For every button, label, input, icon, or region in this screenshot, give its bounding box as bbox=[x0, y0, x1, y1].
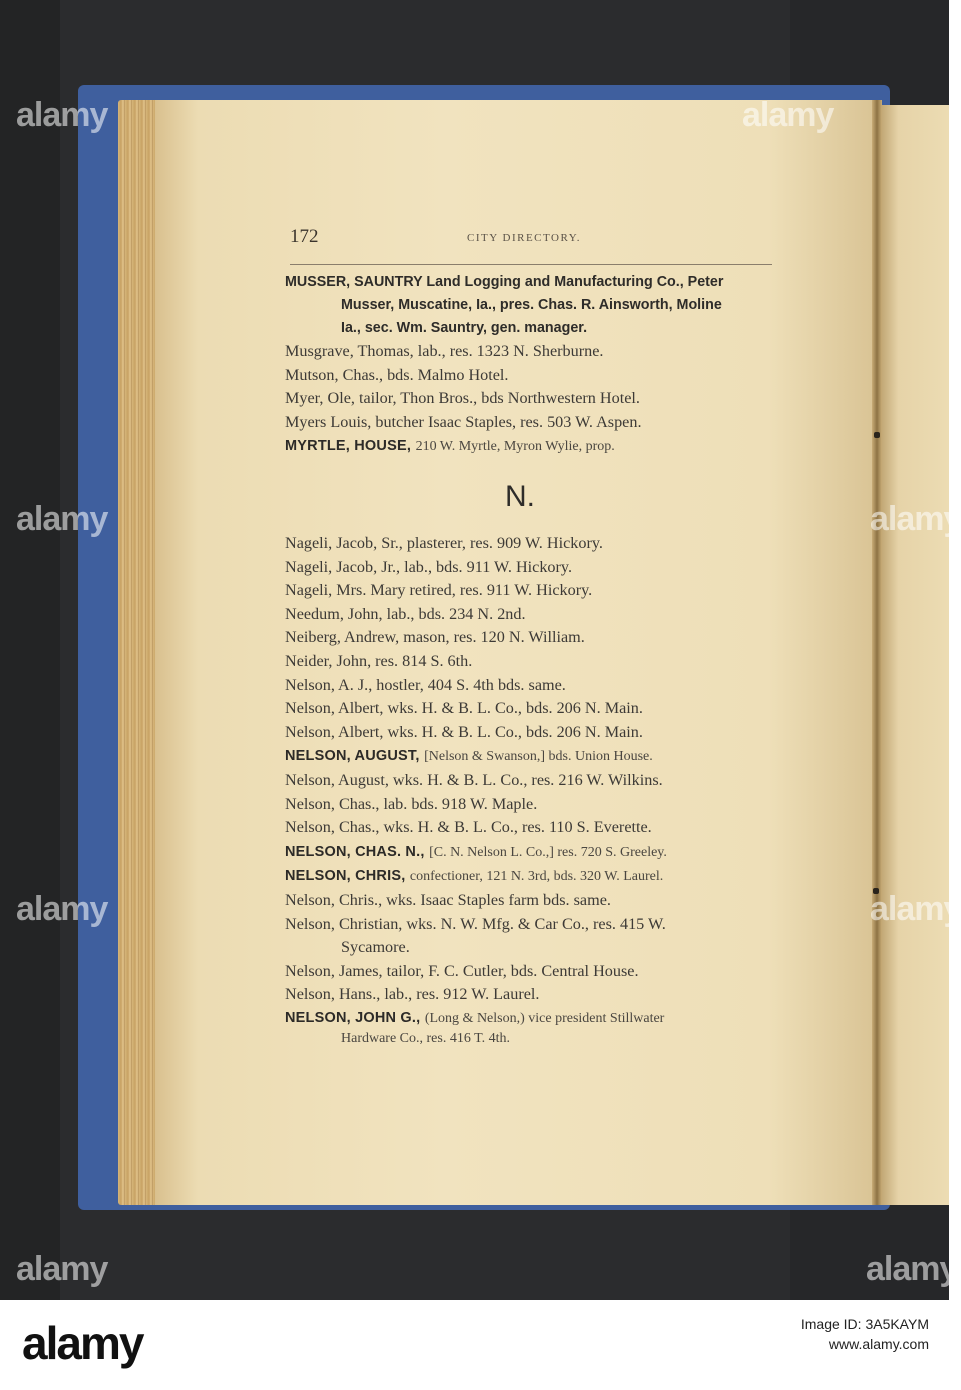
footer-info bbox=[801, 1314, 929, 1354]
book-gutter bbox=[872, 100, 882, 1205]
watermark: alamy bbox=[16, 1250, 108, 1288]
entry-detail: confectioner, 121 N. 3rd, bds. 320 W. Laurel. bbox=[409, 869, 664, 885]
entry-name: NELSON, CHRIS, bbox=[285, 868, 406, 885]
directory-entry: Myers Louis, butcher Isaac Staples, res. 503 W. Aspen. bbox=[285, 412, 642, 431]
directory-entry bbox=[285, 913, 775, 960]
entry-detail: (Long & Nelson,) vice president Stillwater bbox=[424, 1010, 665, 1026]
header-rule bbox=[290, 264, 772, 265]
alamy-logo: alamy bbox=[22, 1317, 143, 1369]
entries-n bbox=[285, 532, 775, 1049]
entry-continuation: Ia., sec. Wm. Sauntry, gen. manager. bbox=[341, 320, 588, 336]
entry-continuation: Musser, Muscatine, Ia., pres. Chas. R. Ainsworth, Moline bbox=[341, 297, 722, 313]
directory-entry bbox=[285, 744, 775, 769]
directory-entry bbox=[285, 271, 775, 340]
entry-detail: [C. N. Nelson L. Co.,] res. 720 S. Greeley. bbox=[429, 844, 667, 860]
facing-page bbox=[877, 105, 949, 1205]
directory-entry: Musgrave, Thomas, lab., res. 1323 N. Sherburne. bbox=[285, 342, 604, 360]
page-speck bbox=[874, 432, 880, 438]
directory-entry: Nelson, Albert, wks. H. & B. L. Co., bds. 206 N. Main. bbox=[285, 699, 643, 718]
watermark: alamy bbox=[16, 890, 108, 928]
page-header bbox=[290, 226, 770, 250]
watermark: alamy bbox=[16, 96, 108, 134]
directory-entry bbox=[285, 840, 775, 865]
entry-detail: [Nelson & Swanson,] bds. Union House. bbox=[424, 749, 653, 765]
directory-entry: Neider, John, res. 814 S. 6th. bbox=[285, 651, 473, 670]
directory-entry: Nelson, James, tailor, F. C. Cutler, bds. Central House. bbox=[285, 961, 639, 980]
entry-continuation: Hardware Co., res. 416 T. 4th. bbox=[341, 1030, 510, 1046]
directory-entry bbox=[285, 1007, 775, 1049]
directory-entry bbox=[285, 434, 775, 459]
entry-detail: 210 W. Myrtle, Myron Wylie, prop. bbox=[415, 439, 615, 455]
watermark: alamy bbox=[742, 96, 834, 134]
background-left bbox=[0, 0, 60, 1300]
page-number: 172 bbox=[290, 226, 319, 247]
stock-footer bbox=[0, 1300, 949, 1390]
directory-entry: Nelson, Albert, wks. H. & B. L. Co., bds. 206 N. Main. bbox=[285, 722, 643, 741]
directory-entry: Nageli, Mrs. Mary retired, res. 911 W. Hickory. bbox=[285, 581, 593, 600]
directory-entry: Nelson, Hans., lab., res. 912 W. Laurel. bbox=[285, 985, 540, 1004]
directory-entry: Nageli, Jacob, Jr., lab., bds. 911 W. Hickory. bbox=[285, 557, 572, 576]
entry-name: MYRTLE, HOUSE, bbox=[285, 438, 412, 455]
entry-line: MUSSER, SAUNTRY Land Logging and Manufacturing Co., Peter bbox=[285, 274, 724, 290]
running-head: CITY DIRECTORY. bbox=[467, 232, 581, 244]
site-url: www.alamy.com bbox=[828, 1336, 929, 1352]
directory-entry: Nelson, A. J., hostler, 404 S. 4th bds. same. bbox=[285, 675, 566, 694]
entry-continuation: Sycamore. bbox=[341, 938, 410, 957]
directory-entry: Nageli, Jacob, Sr., plasterer, res. 909 W. Hickory. bbox=[285, 534, 603, 552]
image-id: Image ID: 3A5KAYM bbox=[800, 1316, 929, 1332]
directory-entry: Myer, Ole, tailor, Thon Bros., bds Northwestern Hotel. bbox=[285, 389, 640, 408]
directory-entry: Nelson, Chas., lab. bds. 918 W. Maple. bbox=[285, 794, 538, 813]
directory-entry: Nelson, Chas., wks. H. & B. L. Co., res. 110 S. Everette. bbox=[285, 818, 652, 837]
entries-m bbox=[285, 271, 775, 459]
watermark: alamy bbox=[16, 500, 108, 538]
directory-entry bbox=[285, 864, 775, 889]
directory-entry: Neiberg, Andrew, mason, res. 120 N. William. bbox=[285, 628, 585, 647]
watermark: alamy bbox=[870, 890, 961, 928]
directory-entry: Nelson, August, wks. H. & B. L. Co., res. 216 W. Wilkins. bbox=[285, 770, 663, 789]
watermark: alamy bbox=[866, 1250, 958, 1288]
directory-entry: Nelson, Chris., wks. Isaac Staples farm bds. same. bbox=[285, 890, 611, 909]
directory-entry: Mutson, Chas., bds. Malmo Hotel. bbox=[285, 365, 509, 384]
watermark: alamy bbox=[870, 500, 961, 538]
entry-name: NELSON, AUGUST, bbox=[285, 748, 420, 765]
section-letter: N. bbox=[505, 480, 535, 513]
directory-entry: Needum, John, lab., bds. 234 N. 2nd. bbox=[285, 604, 526, 623]
entry-name: NELSON, CHAS. N., bbox=[285, 843, 425, 860]
entry-line: Nelson, Christian, wks. N. W. Mfg. & Car Co., res. 415 W. bbox=[285, 914, 666, 933]
entry-name: NELSON, JOHN G., bbox=[285, 1009, 421, 1026]
